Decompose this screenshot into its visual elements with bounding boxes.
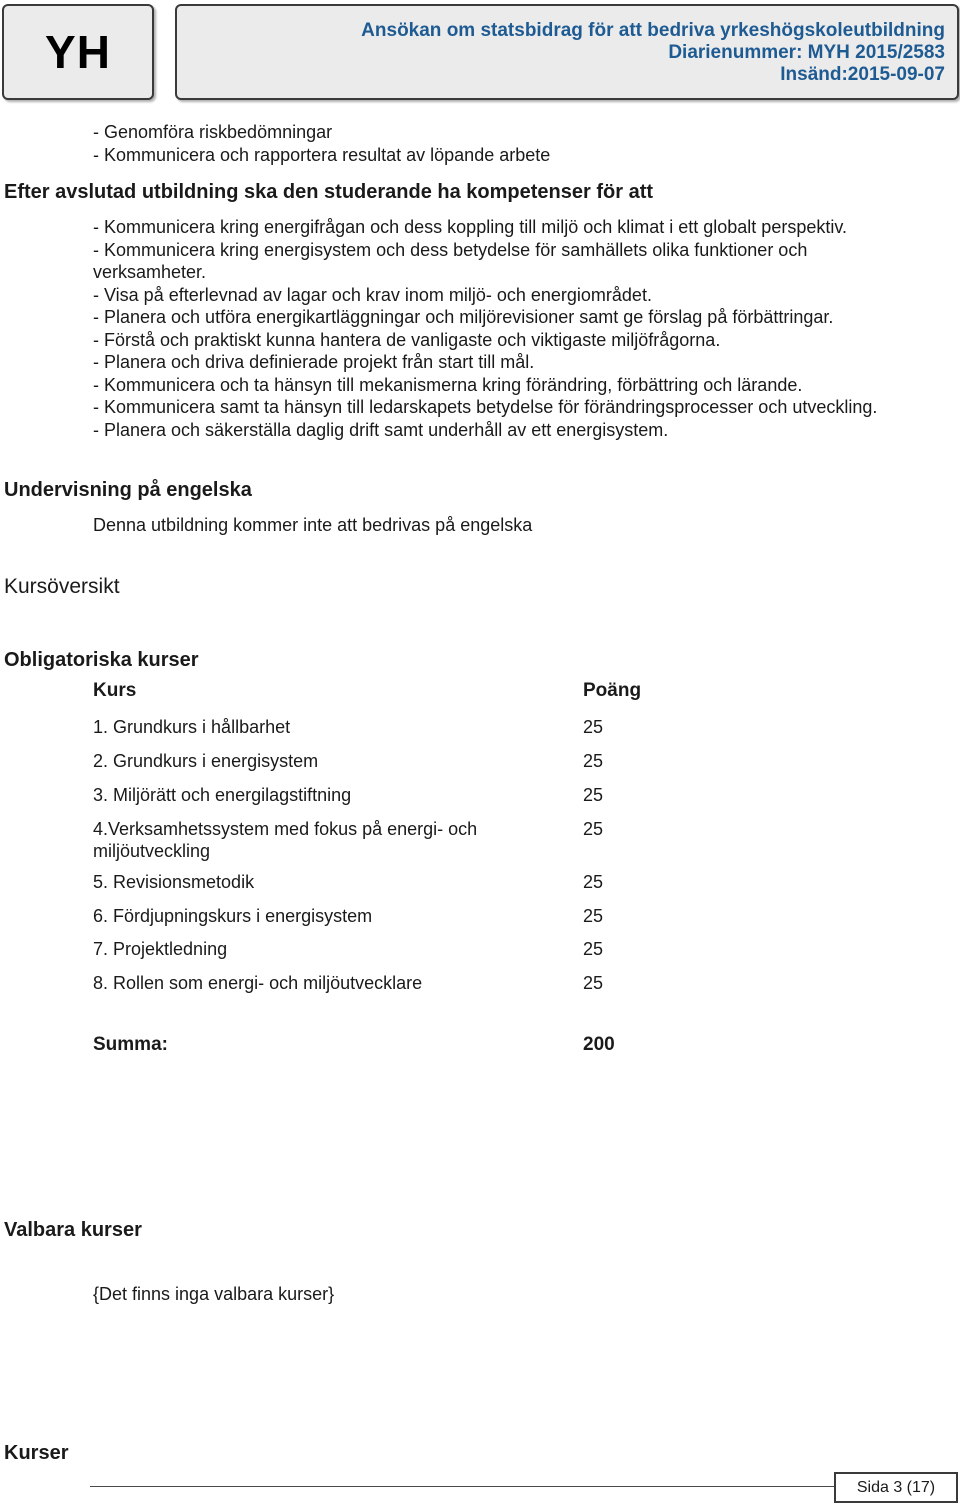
course-points: 25 bbox=[583, 819, 604, 839]
page-number: Sida 3 (17) bbox=[856, 1478, 936, 1496]
course-points: 25 bbox=[583, 751, 604, 771]
yh-logo: YH bbox=[45, 26, 111, 78]
competence-item: - Planera och driva definierade projekt från start till mål. bbox=[93, 352, 535, 372]
competence-list bbox=[93, 216, 913, 441]
competence-item: - Förstå och praktiskt kunna hantera de vanligaste och viktigaste miljöfrågorna. bbox=[93, 329, 721, 350]
overview-heading: Kursöversikt bbox=[4, 575, 120, 598]
intro-item: - Kommunicera och rapportera resultat av löpande arbete bbox=[93, 145, 551, 165]
course-points: 25 bbox=[583, 872, 604, 892]
course-name: 8. Rollen som energi- och miljöutvecklare bbox=[93, 973, 423, 993]
course-name: 4.Verksamhetssystem med fokus på energi- och miljöutveckling bbox=[93, 819, 478, 861]
logo-box bbox=[2, 4, 154, 100]
sum-label: Summa: bbox=[93, 1034, 168, 1055]
competence-item: - Visa på efterlevnad av lagar och krav inom miljö- och energiområdet. bbox=[93, 284, 652, 305]
optional-text: {Det finns inga valbara kurser} bbox=[93, 1284, 335, 1304]
competence-item: - Kommunicera och ta hänsyn till mekanismerna kring förändring, förbättring och lärande. bbox=[93, 374, 803, 395]
column-points: Poäng bbox=[583, 680, 642, 701]
mandatory-heading: Obligatoriska kurser bbox=[4, 649, 199, 671]
intro-item: - Genomföra riskbedömningar bbox=[93, 122, 333, 142]
competence-item: - Kommunicera samt ta hänsyn till ledarskapets betydelse för förändringsprocesser och utveckling. bbox=[93, 397, 878, 417]
english-text: Denna utbildning kommer inte att bedrivas på engelska bbox=[93, 515, 533, 535]
footer-rule bbox=[90, 1486, 834, 1487]
competence-item: - Planera och utföra energikartläggningar och miljörevisioner samt ge förslag på förbättringar. bbox=[93, 307, 834, 327]
competence-item: - Kommunicera kring energifrågan och dess koppling till miljö och klimat i ett globalt perspektiv. bbox=[93, 217, 848, 237]
sum-value: 200 bbox=[583, 1034, 615, 1055]
course-name: 7. Projektledning bbox=[93, 939, 228, 959]
competence-item: - Kommunicera kring energisystem och dess betydelse för samhällets olika funktioner och verksamheter. bbox=[93, 239, 808, 282]
course-name: 1. Grundkurs i hållbarhet bbox=[93, 717, 291, 737]
course-name: 6. Fördjupningskurs i energisystem bbox=[93, 906, 373, 926]
course-points: 25 bbox=[583, 717, 604, 737]
course-name: 3. Miljörätt och energilagstiftning bbox=[93, 785, 352, 805]
courses-heading: Kurser bbox=[4, 1442, 69, 1464]
document-title: Ansökan om statsbidrag för att bedriva yrkeshögskoleutbildning bbox=[361, 20, 945, 41]
submitted-date: Insänd:2015-09-07 bbox=[780, 64, 945, 85]
optional-heading: Valbara kurser bbox=[4, 1219, 142, 1241]
course-points: 25 bbox=[583, 939, 604, 959]
competence-heading: Efter avslutad utbildning ska den studerande ha kompetenser för att bbox=[4, 181, 654, 203]
english-heading: Undervisning på engelska bbox=[4, 479, 252, 501]
course-points: 25 bbox=[583, 906, 604, 926]
page-number-box bbox=[834, 1472, 958, 1503]
competence-item: - Planera och säkerställa daglig drift samt underhåll av ett energisystem. bbox=[93, 419, 669, 440]
course-points: 25 bbox=[583, 973, 604, 993]
course-points: 25 bbox=[583, 785, 604, 805]
course-name: 2. Grundkurs i energisystem bbox=[93, 751, 319, 771]
diary-number: Diarienummer: MYH 2015/2583 bbox=[668, 42, 945, 63]
column-course: Kurs bbox=[93, 680, 137, 701]
course-name: 5. Revisionsmetodik bbox=[93, 872, 255, 892]
document-header bbox=[175, 4, 959, 100]
